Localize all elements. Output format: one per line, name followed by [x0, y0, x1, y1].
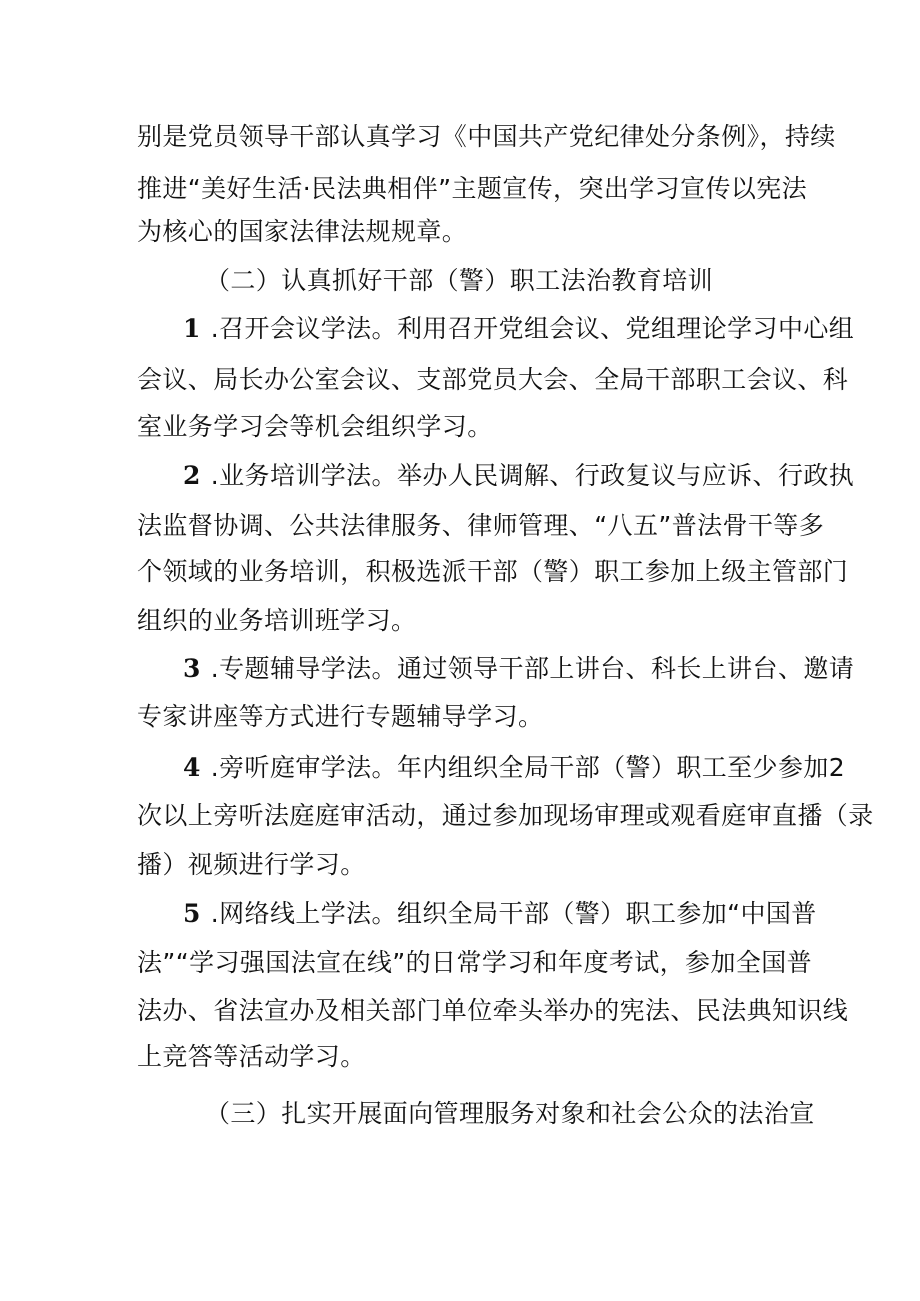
paragraph-line: 为核心的国家法律法规规章。 [137, 217, 468, 246]
list-item-5-first-line [183, 899, 817, 929]
paragraph-line: 法监督协调、公共法律服务、律师管理、“八五”普法骨干等多 [137, 511, 825, 540]
paragraph-line: 上竞答等活动学习。 [137, 1042, 366, 1071]
paragraph-line: 法办、省法宣办及相关部门单位牵头举办的宪法、民法典知识线 [137, 996, 849, 1025]
list-item-3-first-line [183, 654, 854, 684]
item-text: .旁听庭审学法。年内组织全局干部（警）职工至少参加2 [210, 753, 846, 782]
paragraph-line: 个领域的业务培训，积极选派干部（警）职工参加上级主管部门 [137, 557, 849, 586]
paragraph-line: 播）视频进行学习。 [137, 850, 366, 879]
paragraph-line: 专家讲座等方式进行专题辅导学习。 [137, 702, 544, 731]
paragraph-line: 会议、局长办公室会议、支部党员大会、全局干部职工会议、科 [137, 365, 849, 394]
item-number: 1 [183, 314, 201, 343]
list-item-1-first-line [183, 314, 854, 344]
item-number: 2 [183, 461, 201, 490]
paragraph-line: 室业务学习会等机会组织学习。 [137, 412, 493, 441]
paragraph-line: 别是党员领导干部认真学习《中国共产党纪律处分条例》，持续 [137, 122, 836, 151]
item-number: 3 [183, 654, 201, 683]
paragraph-line: 次以上旁听法庭庭审活动，通过参加现场审理或观看庭审直播（录 [137, 801, 874, 830]
item-text: .业务培训学法。举办人民调解、行政复议与应诉、行政执 [210, 461, 855, 490]
paragraph-line: 法”“学习强国法宣在线”的日常学习和年度考试，参加全国普 [137, 948, 813, 977]
item-text: .召开会议学法。利用召开党组会议、党组理论学习中心组 [210, 314, 855, 343]
item-number: 5 [183, 899, 201, 928]
item-text: .专题辅导学法。通过领导干部上讲台、科长上讲台、邀请 [210, 654, 855, 683]
section-heading-2: （二）认真抓好干部（警）职工法治教育培训 [205, 266, 714, 295]
paragraph-line: 组织的业务培训班学习。 [137, 606, 417, 635]
item-number: 4 [183, 753, 201, 782]
item-text: .网络线上学法。组织全局干部（警）职工参加“中国普 [210, 899, 817, 928]
section-heading-3: （三）扎实开展面向管理服务对象和社会公众的法治宣 [205, 1099, 815, 1128]
paragraph-line: 推进“美好生活·民法典相伴”主题宣传，突出学习宣传以宪法 [137, 174, 808, 203]
list-item-4-first-line [183, 753, 845, 783]
list-item-2-first-line [183, 461, 854, 491]
